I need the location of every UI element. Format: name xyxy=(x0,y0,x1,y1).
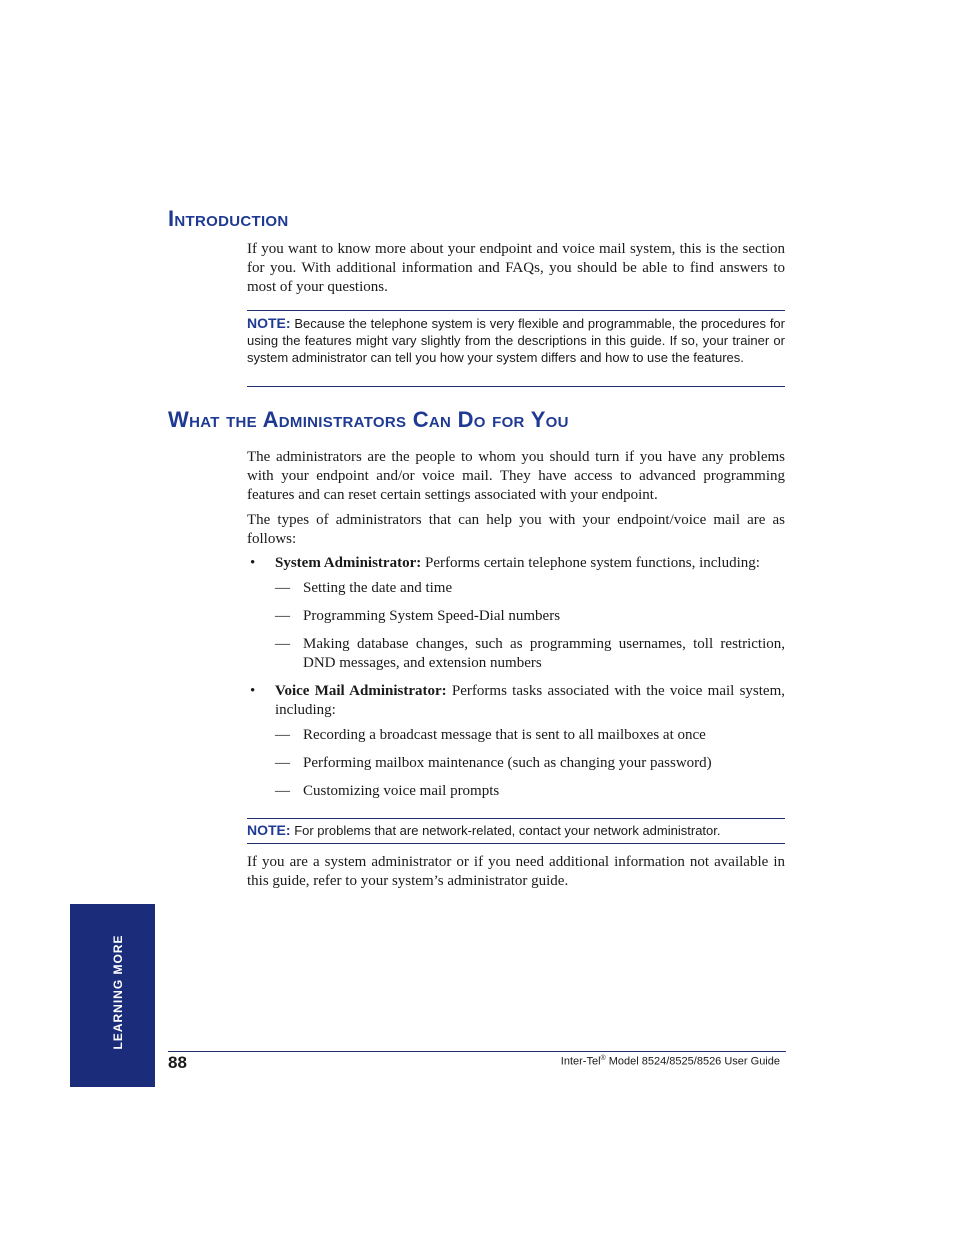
sub-item-text: Programming System Speed-Dial numbers xyxy=(303,608,561,624)
footer-title xyxy=(561,1055,780,1068)
administrator-types-paragraph: The types of administrators that can help you with your endpoint/voice mail are as follows: xyxy=(247,512,785,547)
section-heading-administrators: What the Administrators Can Do for You xyxy=(168,407,569,432)
footer-divider xyxy=(168,1051,786,1052)
note-label: NOTE: xyxy=(247,315,291,331)
bullet-icon: • xyxy=(250,555,256,571)
bullet-icon: • xyxy=(250,683,256,699)
section-heading-introduction: Introduction xyxy=(168,206,289,231)
dash-icon: — xyxy=(275,727,290,743)
closing-paragraph: If you are a system administrator or if you need additional information not available in this guide, refer to your system’s administrator guide. xyxy=(247,854,785,889)
footer-guide-name: Model 8524/8525/8526 User Guide xyxy=(605,1055,780,1068)
dash-icon: — xyxy=(275,580,290,596)
dash-icon: — xyxy=(275,783,290,799)
sub-item-text: Performing mailbox maintenance (such as changing your password) xyxy=(303,755,712,771)
dash-icon: — xyxy=(275,755,290,771)
note-text: Because the telephone system is very flexible and programmable, the procedures for using the features might vary slightly from the descriptions in this guide. If so, your trainer or system administrator can tell you how your system differs and how to use the features. xyxy=(247,316,785,365)
sub-item-text: Recording a broadcast message that is sent to all mailboxes at once xyxy=(303,727,706,743)
footer-brand: Inter-Tel xyxy=(560,1055,601,1068)
sub-item-text: Making database changes, such as programming usernames, toll restriction, DND messages, and extension numbers xyxy=(303,636,785,671)
bullet-title: Voice Mail Administrator: xyxy=(275,683,447,699)
bullet-text: Performs certain telephone system functions, including: xyxy=(421,555,760,571)
dash-icon: — xyxy=(275,608,290,624)
side-tab-label: LEARNING MORE xyxy=(111,934,125,1050)
introduction-paragraph: If you want to know more about your endpoint and voice mail system, this is the section for you. With additional information and FAQs, you should be able to find answers to most of your questions. xyxy=(247,241,785,295)
note-box xyxy=(247,818,785,844)
dash-icon: — xyxy=(275,636,290,652)
sub-item-text: Setting the date and time xyxy=(303,580,453,596)
note-text: For problems that are network-related, contact your network administrator. xyxy=(294,823,721,838)
note-box xyxy=(247,310,785,387)
registered-mark: ® xyxy=(600,1055,606,1062)
bullet-title: System Administrator: xyxy=(275,555,422,571)
sub-item-text: Customizing voice mail prompts xyxy=(303,783,500,799)
bullet-text: Performs tasks associated with the voice mail system, including: xyxy=(275,683,785,718)
page-number: 88 xyxy=(168,1053,187,1072)
administrators-paragraph: The administrators are the people to whom you should turn if you have any problems with your endpoint and/or voice mail. They have access to advanced programming features and can reset certain settings associated with your endpoint. xyxy=(247,449,785,503)
note-label: NOTE: xyxy=(247,822,291,838)
